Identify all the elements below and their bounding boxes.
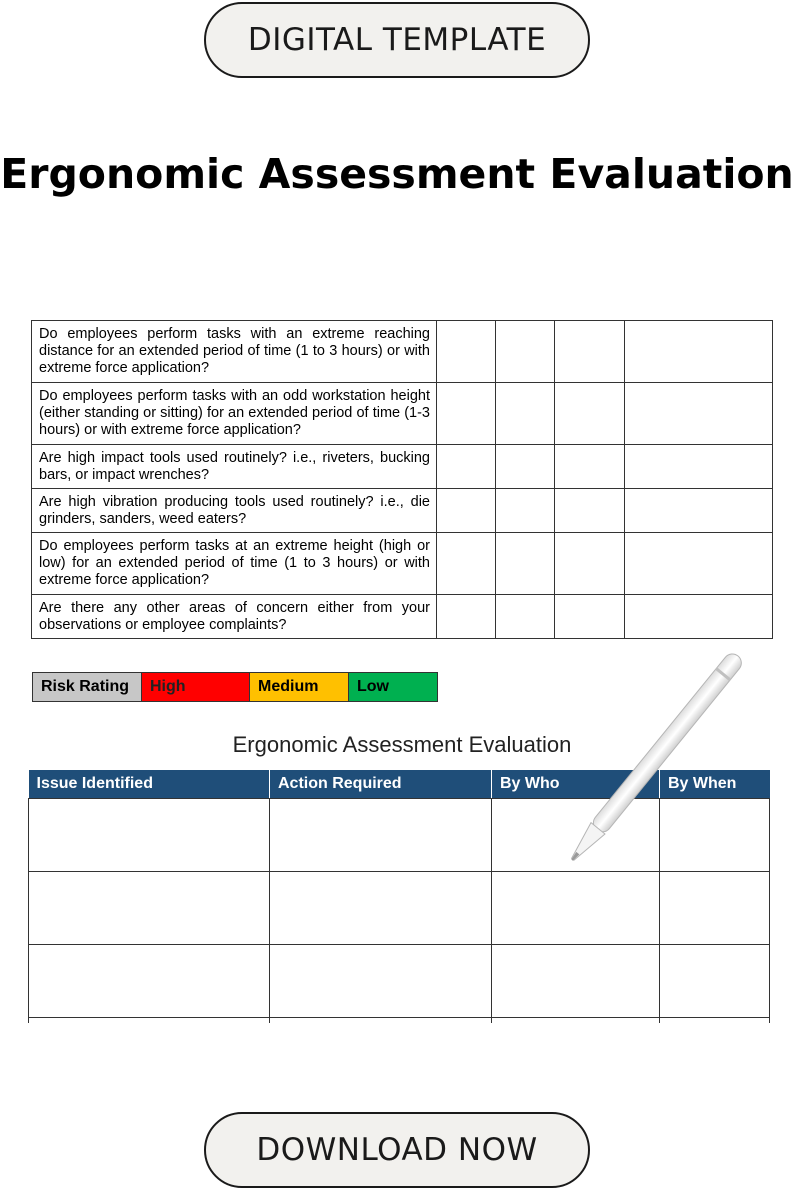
column-header-action: Action Required xyxy=(270,770,492,799)
question-text: Do employees perform tasks with an odd workstation height (either standing or sitting) for an extended period of time (1-3 hours) or with extreme force application? xyxy=(32,383,437,445)
digital-template-banner: DIGITAL TEMPLATE xyxy=(204,2,590,78)
question-text: Are there any other areas of concern either from your observations or employee complaints? xyxy=(32,595,437,639)
risk-rating-label: Risk Rating xyxy=(33,673,142,701)
question-text: Do employees perform tasks at an extreme height (high or low) for an extended period of time (1 to 3 hours) or with extreme force application? xyxy=(32,533,437,595)
question-text: Are high vibration producing tools used routinely? i.e., die grinders, sanders, weed eaters? xyxy=(32,489,437,533)
risk-high-swatch: High xyxy=(142,673,250,701)
question-text: Do employees perform tasks with an extreme reaching distance for an extended period of time (1 to 3 hours) or with extreme force application? xyxy=(32,321,437,383)
risk-medium-swatch: Medium xyxy=(250,673,349,701)
column-header-issue: Issue Identified xyxy=(29,770,270,799)
column-header-by-who: By Who xyxy=(492,770,660,799)
page-title: Ergonomic Assessment Evaluation xyxy=(0,150,794,198)
question-text: Are high impact tools used routinely? i.e., riveters, bucking bars, or impact wrenches? xyxy=(32,445,437,489)
column-header-by-when: By When xyxy=(660,770,770,799)
risk-low-swatch: Low xyxy=(349,673,437,701)
action-table-title: Ergonomic Assessment Evaluation xyxy=(232,732,572,757)
download-now-button[interactable]: DOWNLOAD NOW xyxy=(204,1112,590,1188)
